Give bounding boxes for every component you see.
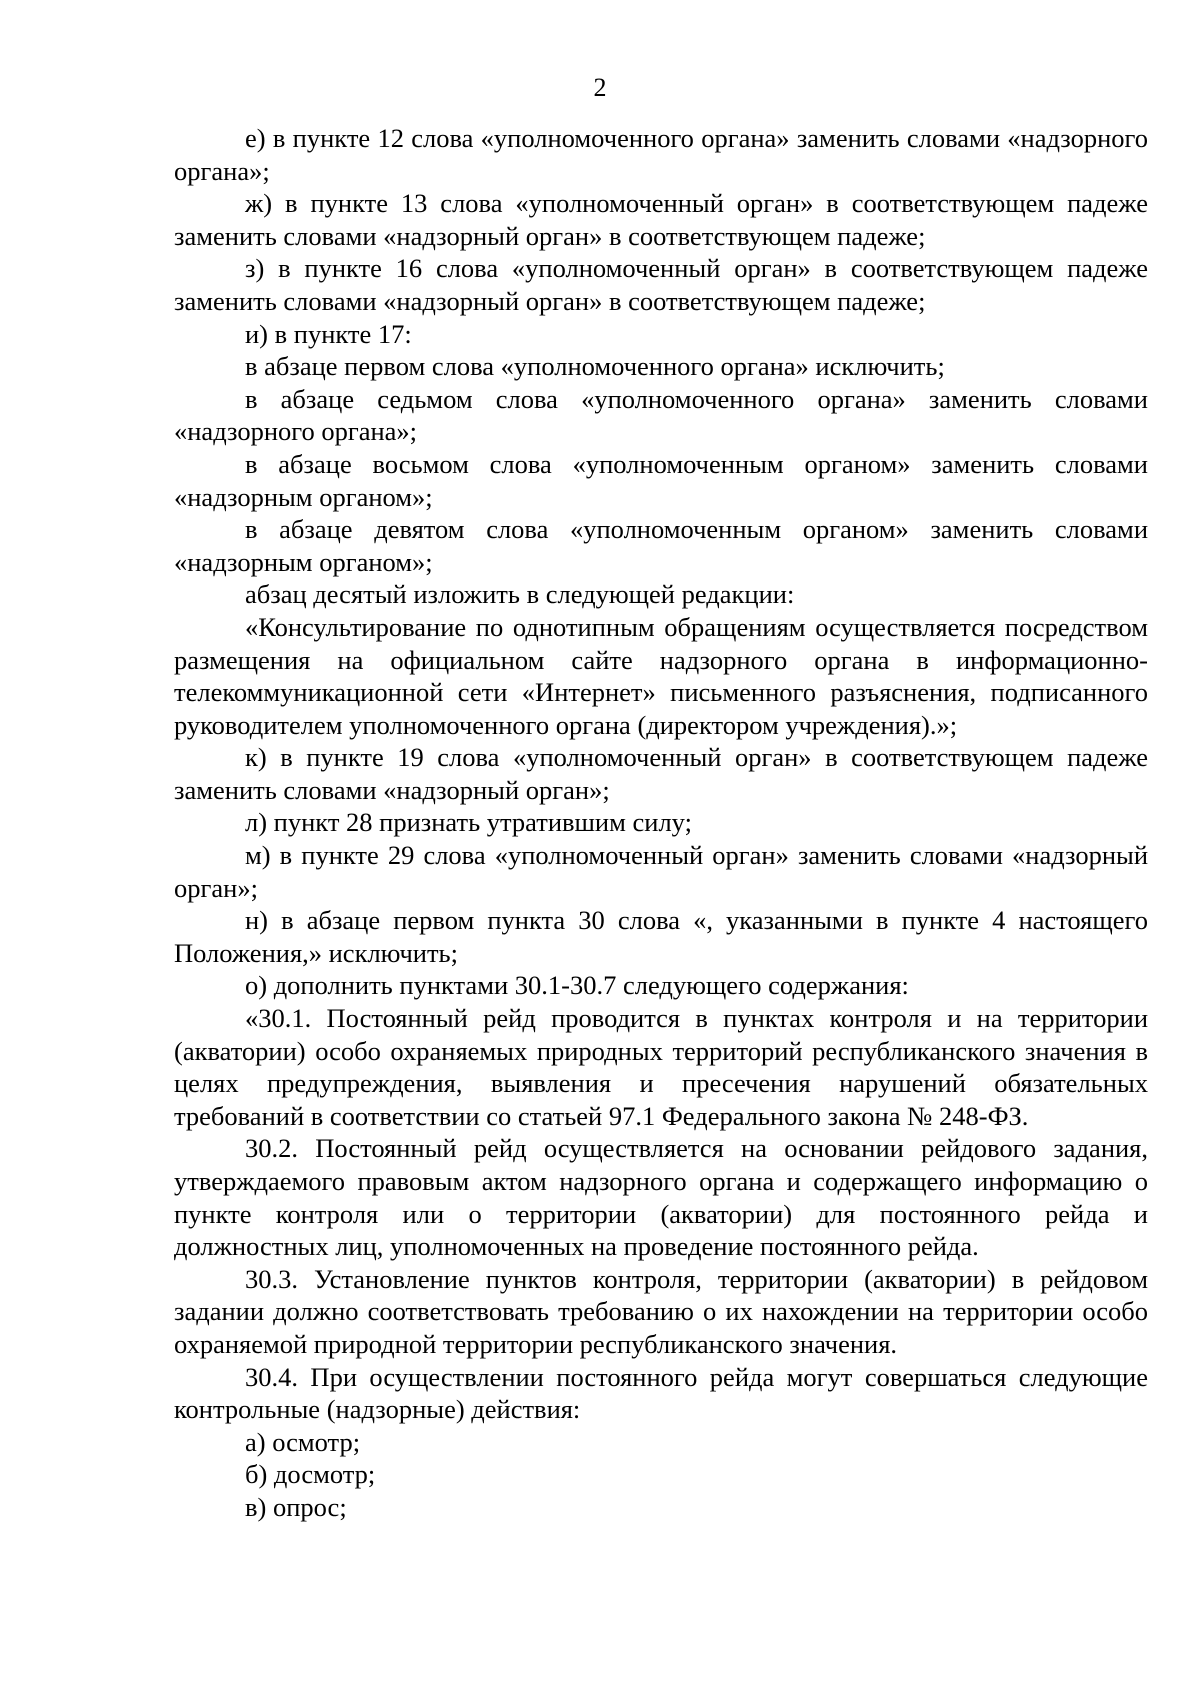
paragraph: з) в пункте 16 слова «уполномоченный орган» в соответствующем падеже заменить словами «надзорный орган» в соответствующем падеже; <box>174 253 1148 316</box>
paragraph: н) в абзаце первом пункта 30 слова «, указанными в пункте 4 настоящего Положения,» исключить; <box>174 905 1148 968</box>
paragraph: и) в пункте 17: <box>245 318 412 349</box>
paragraph: в абзаце восьмом слова «уполномоченным органом» заменить словами «надзорным органом»; <box>174 448 1148 512</box>
paragraph: а) осмотр; <box>245 1426 361 1457</box>
paragraph: в абзаце седьмом слова «уполномоченного органа» заменить словами «надзорного органа»; <box>174 383 1148 447</box>
page-number: 2 <box>593 73 607 102</box>
paragraph: 30.3. Установление пунктов контроля, территории (акватории) в рейдовом задании должно соответствовать требованию о их нахождении на территории особо охраняемой природной территории республиканского значения. <box>174 1263 1148 1359</box>
paragraph: 30.2. Постоянный рейд осуществляется на основании рейдового задания, утверждаемого правовым актом надзорного органа и содержащего информацию о пункте контроля или о территории (акватории) для постоянного рейда и должностных лиц, уполномоченных на проведение постоянного рейда. <box>174 1133 1148 1262</box>
paragraph: «Консультирование по однотипным обращениям осуществляется посредством размещения на официальном сайте надзорного органа в информационно-телекоммуникационной сети «Интернет» письменного разъяснения, подписанного руководителем уполномоченного органа (директором учреждения).»; <box>174 611 1148 740</box>
paragraph: в) опрос; <box>245 1491 347 1522</box>
paragraph: абзац десятый изложить в следующей редакции: <box>245 579 795 610</box>
document-body <box>174 122 1148 1524</box>
paragraph: в абзаце девятом слова «уполномоченным органом» заменить словами «надзорным органом»; <box>174 514 1148 577</box>
paragraph: «30.1. Постоянный рейд проводится в пунктах контроля и на территории (акватории) особо охраняемых природных территорий республиканского значения в целях предупреждения, выявления и пресечения нарушений обязательных требований в соответствии со статьей 97.1 Федерального закона № 248-ФЗ. <box>174 1003 1148 1131</box>
paragraph: л) пункт 28 признать утратившим силу; <box>245 807 692 838</box>
paragraph: ж) в пункте 13 слова «уполномоченный орган» в соответствующем падеже заменить словами «надзорный орган» в соответствующем падеже; <box>174 188 1148 251</box>
paragraph: е) в пункте 12 слова «уполномоченного органа» заменить словами «надзорного органа»; <box>174 123 1148 186</box>
paragraph: к) в пункте 19 слова «уполномоченный орган» в соответствующем падеже заменить словами «надзорный орган»; <box>174 742 1148 805</box>
paragraph: м) в пункте 29 слова «уполномоченный орган» заменить словами «надзорный орган»; <box>174 840 1148 903</box>
paragraph: 30.4. При осуществлении постоянного рейда могут совершаться следующие контрольные (надзорные) действия: <box>174 1361 1148 1425</box>
paragraph: б) досмотр; <box>245 1459 376 1490</box>
paragraph: в абзаце первом слова «уполномоченного органа» исключить; <box>245 351 945 382</box>
paragraph: о) дополнить пунктами 30.1-30.7 следующего содержания: <box>245 970 909 1001</box>
